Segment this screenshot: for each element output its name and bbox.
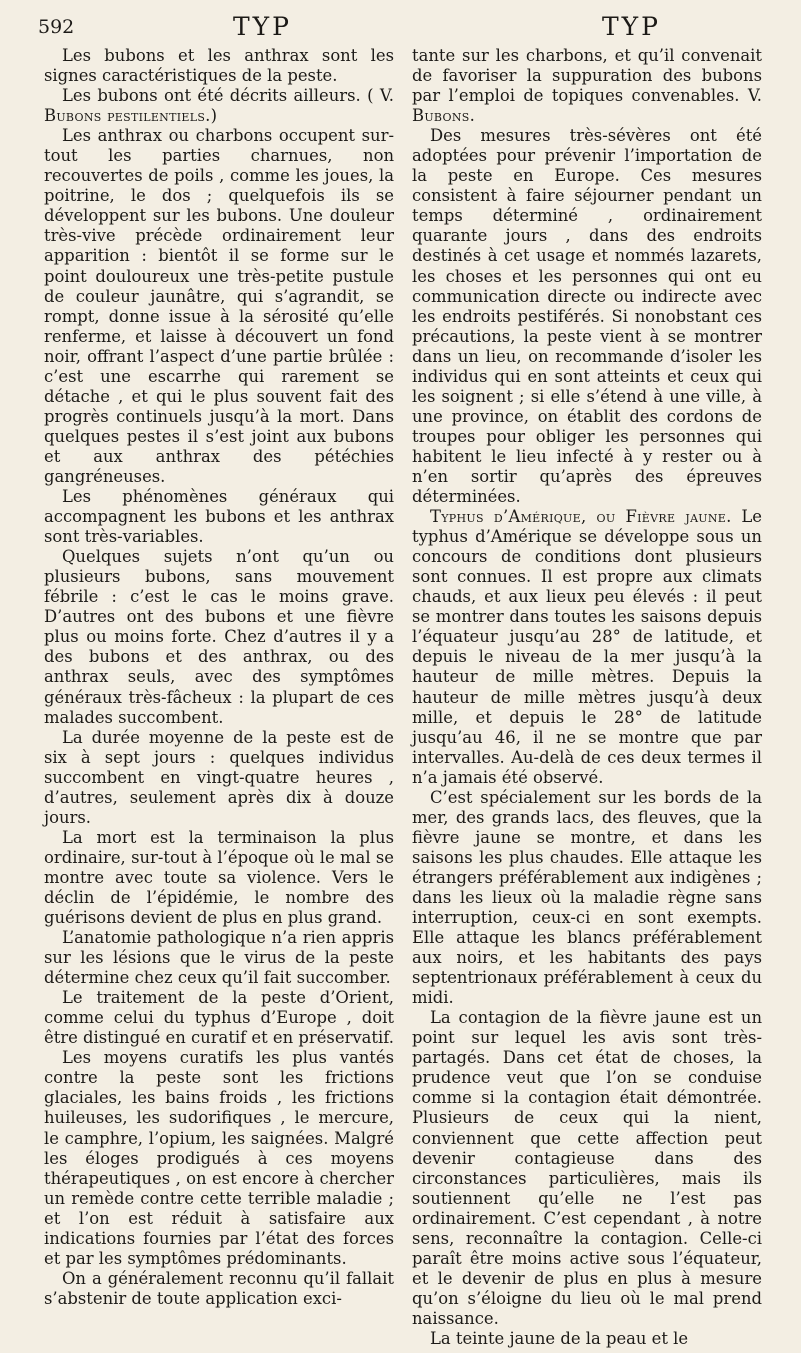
paragraph [412, 46, 762, 126]
running-head-left: TYP [233, 12, 292, 41]
paragraph [44, 86, 394, 126]
paragraph-text: ) [210, 106, 218, 126]
paragraph: Les bubons et les anthrax sont les signes caractéristiques de la peste. [44, 46, 394, 86]
paragraph: C’est spécialement sur les bords de la mer, des grands lacs, des fleuves, que la fièvre jaune se montre, et dans les saisons les plus chaudes. Elle attaque les étrangers préférablement aux indigènes ; dans les lieux où la maladie règne sans interruption, ceux-ci en sont exempts. Elle attaque les blancs préférablement aux noirs, et les habitants des pays septentrionaux préférablement à ceux du midi. [412, 787, 762, 1008]
paragraph: La teinte jaune de la peau et le [430, 1329, 689, 1348]
paragraph: La contagion de la fièvre jaune est un point sur lequel les avis sont très-partagés. Dans cet état de choses, la prudence veut que l’on se conduise comme si la contagion était démontrée. Plusieurs de ceux qui la nient, conviennent que cette affection peut devenir contagieuse dans des circonstances particulières, mais ils soutiennent qu’elle ne l’est pas ordinairement. C’est cependant , à notre sens, reconnaître la contagion. Celle-ci paraît être moins active sous l’équateur, et le devenir de plus en plus à mesure qu’on s’éloigne du lieu où le mal prend naissance. [412, 1008, 762, 1328]
paragraph: Les moyens curatifs les plus vantés contre la peste sont les frictions glaciales, les bains froids , les frictions huileuses, les sudorifiques , le mercure, le camphre, l’opium, les saignées. Malgré les éloges prodigués à ces moyens thérapeutiques , on est encore à chercher un remède contre cette terrible maladie ; et l’on est réduit à satisfaire aux indications fournies par l’état des forces et par les symptômes prédominants. [44, 1048, 394, 1268]
paragraph-text: Le typhus d’Amérique se développe sous un concours de conditions dont plusieurs sont connues. Il est propre aux climats chauds, et aux lieux peu élevés : il peut se montrer dans toutes les saisons depuis l’équateur jusqu’au 28° de latitude, et depuis le niveau de la mer jusqu’à la hauteur de mille mètres. Depuis la hauteur de mille mètres jusqu’à deux mille, et depuis le 28° de latitude jusqu’au 46, il ne se montre que par intervalles. Au-delà de ces deux termes il n’a jamais été observé. [412, 507, 763, 787]
page-number: 592 [38, 16, 75, 38]
paragraph: La mort est la terminaison la plus ordinaire, sur-tout à l’époque où le mal se montre avec toute sa violence. Vers le déclin de l’épidémie, le nombre des guérisons devient de plus en plus grand. [44, 827, 394, 928]
paragraph: L’anatomie pathologique n’a rien appris sur les lésions que le virus de la peste détermine chez ceux qu’il fait succomber. [44, 928, 394, 988]
running-head-right: TYP [602, 12, 661, 41]
paragraph-text: tante sur les charbons, et qu’il convenait de favoriser la suppuration des bubons par l’emploi de topiques convenables. V. [412, 46, 762, 106]
paragraph-text: Les bubons ont été décrits ailleurs. ( V. [62, 86, 394, 106]
left-column [44, 46, 394, 1309]
paragraph: On a généralement reconnu qu’il fallait s’abstenir de toute application exci- [44, 1268, 394, 1308]
cross-reference: Bubons. [412, 106, 476, 126]
paragraph: Quelques sujets n’ont qu’un ou plusieurs bubons, sans mouvement fébrile : c’est le cas le moins grave. D’autres ont des bubons et une fièvre plus ou moins forte. Chez d’autres il y a des bubons et des anthrax, ou des anthrax seuls, avec des symptômes généraux très-fâcheux : la plupart de ces malades succombent. [44, 547, 394, 727]
paragraph: Des mesures très-sévères ont été adoptées pour prévenir l’importation de la peste en Europe. Ces mesures consistent à faire séjourner pendant un temps déterminé , ordinairement quarante jours , dans des endroits destinés à cet usage et nommés lazarets, les choses et les personnes qui ont eu communication directe ou indirecte avec les endroits pestiférés. Si nonobstant ces précautions, la peste vient à se montrer dans un lieu, on recommande d’isoler les individus qui en sont atteints et ceux qui les soignent ; si elle s’étend à une ville, à une province, on établit des cordons de troupes pour obliger les personnes qui habitent le lieu infecté à y rester ou à n’en sortir qu’après des épreuves déterminées. [412, 126, 762, 507]
right-column [412, 46, 762, 1349]
paragraph: Le traitement de la peste d’Orient, comme celui du typhus d’Europe , doit être distingué en curatif et en préservatif. [44, 988, 394, 1048]
cross-reference: Bubons pestilentiels. [44, 106, 211, 126]
paragraph [412, 507, 762, 788]
paragraph: Les anthrax ou charbons occupent sur-tout les parties charnues, non recouvertes de poils , comme les joues, la poitrine, le dos ; quelquefois ils se développent sur les bubons. Une douleur très-vive précède ordinairement leur apparition : bientôt il se forme sur le point douloureux une très-petite pustule de couleur jaunâtre, qui s’agrandit, se rompt, donne issue à la sérosité qu’elle renferme, et laisse à découvert un fond noir, offrant l’aspect d’une partie brûlée : c’est une escarrhe qui rarement se détache , et qui le plus souvent fait des progrès continuels jusqu’à la mort. Dans quelques pestes il s’est joint aux bubons et aux anthrax des pétéchies gangréneuses. [44, 126, 394, 486]
paragraph: La durée moyenne de la peste est de six à sept jours : quelques individus succombent en vingt-quatre heures , d’autres, seulement après dix à douze jours. [44, 727, 394, 827]
paragraph: Les phénomènes généraux qui accompagnent les bubons et les anthrax sont très-variables. [44, 487, 394, 547]
section-heading: Typhus d’Amérique, ou Fièvre jaune. [430, 507, 732, 527]
page-header [28, 12, 778, 40]
